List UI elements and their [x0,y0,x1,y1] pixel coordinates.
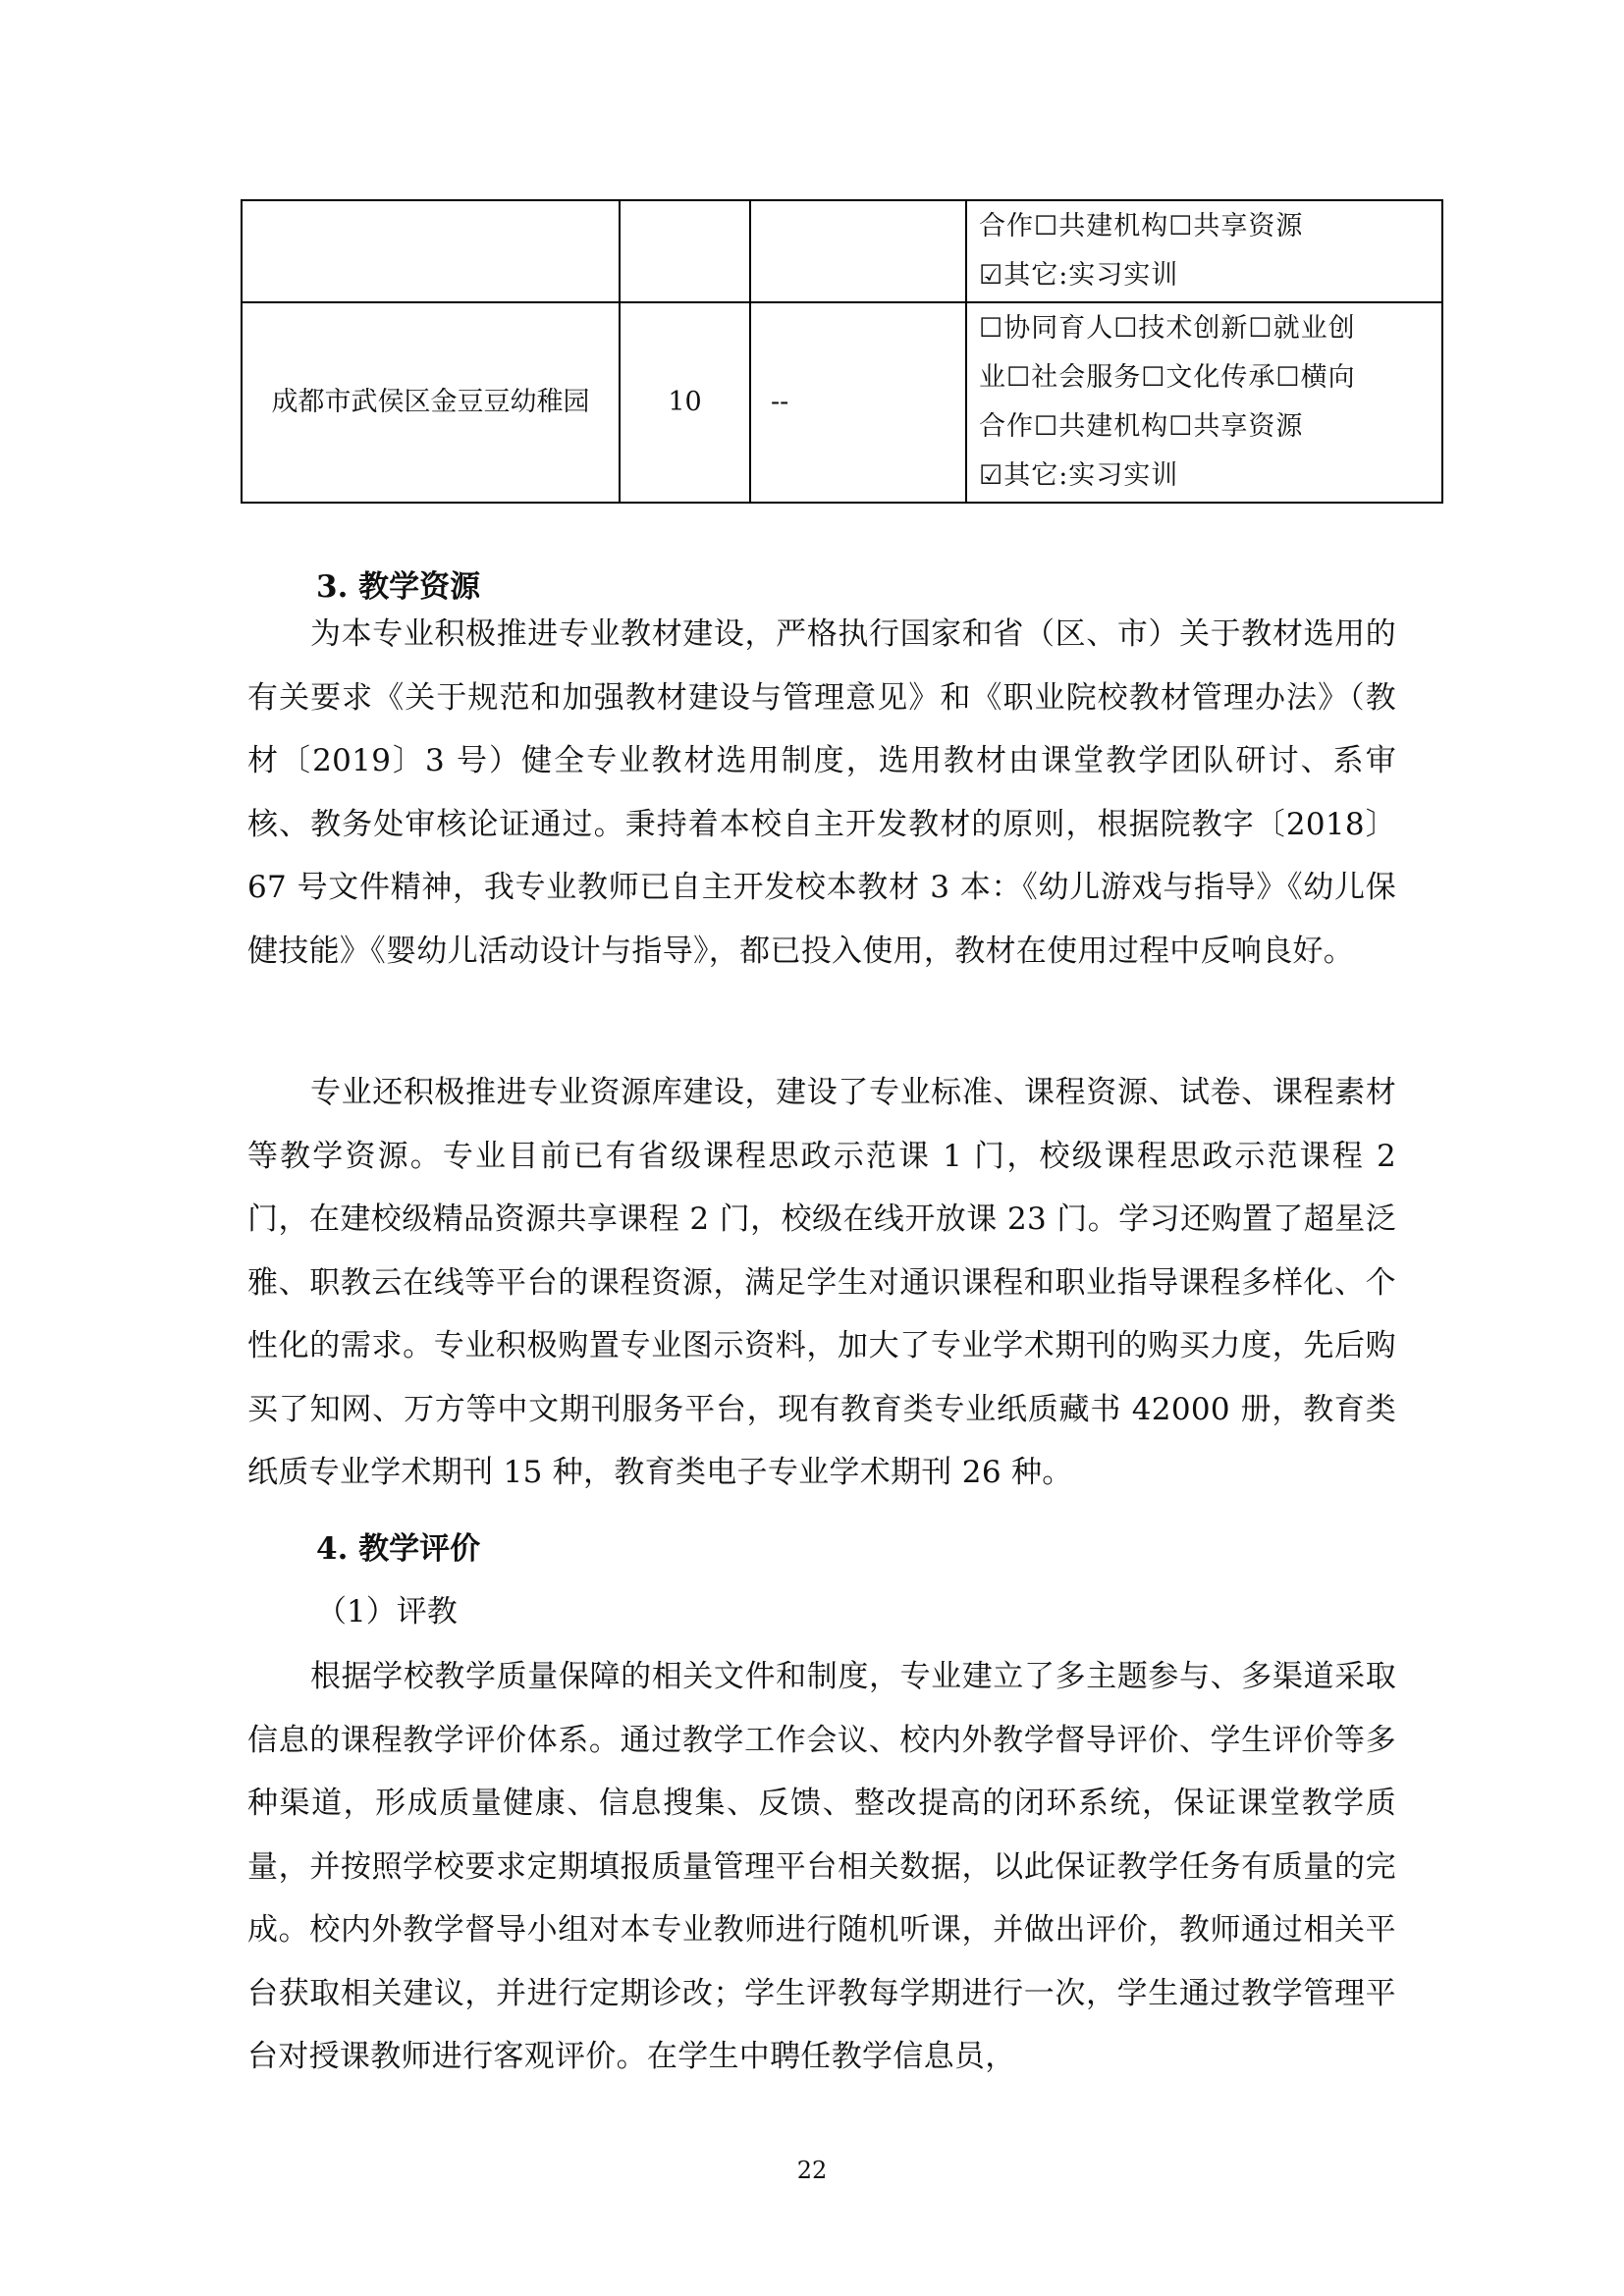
section-heading-teaching-evaluation: 4. 教学评价 [316,1531,481,1567]
cooperation-form-line: 业☐社会服务☐文化传承☐横向 [979,362,1356,393]
table-row [242,200,1442,302]
paragraph: 根据学校教学质量保障的相关文件和制度，专业建立了多主题参与、多渠道采取信息的课程教学评价体系。通过教学工作会议、校内外教学督导评价、学生评价等多种渠道，形成质量健康、信息搜集、反馈、整改提高的闭环系统，保证课堂教学质量，并按照学校要求定期填报质量管理平台相关数据，以此保证教学任务有质量的完成。校内外教学督导小组对本专业教师进行随机听课，并做出评价，教师通过相关平台获取相关建议，并进行定期诊改；学生评教每学期进行一次，学生通过教学管理平台对授课教师进行客观评价。在学生中聘任教学信息员， [247,1659,1396,2074]
table-cell-extra: -- [750,302,966,503]
table-row [242,302,1442,503]
paragraph: 专业还积极推进专业资源库建设，建设了专业标准、课程资源、试卷、课程素材等教学资源。专业目前已有省级课程思政示范课 1 门，校级课程思政示范课程 2 门，在建校级精品资源共享课程 2 门，校级在线开放课 23 门。学习还购置了超星泛雅、职教云在线等平台的课程资源，满足学生对通识课程和职业指导课程多样化、个性化的需求。专业积极购置专业图示资料，加大了专业学术期刊的购买力度，先后购买了知网、万方等中文期刊服务平台，现有教育类专业纸质藏书 42000 册，教育类纸质专业学术期刊 15 种，教育类电子专业学术期刊 26 种。 [247,1075,1396,1490]
cooperation-form-line: ☐协同育人☐技术创新☐就业创 [979,313,1356,344]
table-cell-cooperation-forms [966,302,1442,503]
table-cell-name: 成都市武侯区金豆豆幼稚园 [242,302,620,503]
page-number: 22 [796,2157,828,2184]
sub-heading-evaluate-teaching: （1）评教 [316,1594,458,1629]
table-cell-count [620,200,750,302]
cooperation-form-line: ☑其它:实习实训 [979,460,1179,491]
cooperation-form-line: ☑其它:实习实训 [979,260,1179,291]
paragraph: 为本专业积极推进专业教材建设，严格执行国家和省（区、市）关于教材选用的有关要求《关于规范和加强教材建设与管理意见》和《职业院校教材管理办法》（教材〔2019〕3 号）健全专业教材选用制度，选用教材由课堂教学团队研讨、系审核、教务处审核论证通过。秉持着本校自主开发教材的原则，根据院教字〔2018〕67 号文件精神，我专业教师已自主开发校本教材 3 本：《幼儿游戏与指导》《幼儿保健技能》《婴幼儿活动设计与指导》，都已投入使用，教材在使用过程中反响良好。 [247,616,1396,969]
cooperation-form-line: 合作☐共建机构☐共享资源 [979,411,1304,442]
table-cell-count: 10 [620,302,750,503]
table-cell-extra [750,200,966,302]
cooperation-form-line: 合作☐共建机构☐共享资源 [979,211,1304,241]
table-cell-cooperation-forms [966,200,1442,302]
section-heading-teaching-resources: 3. 教学资源 [316,569,481,605]
cooperation-table [241,199,1443,504]
table-cell-name [242,200,620,302]
